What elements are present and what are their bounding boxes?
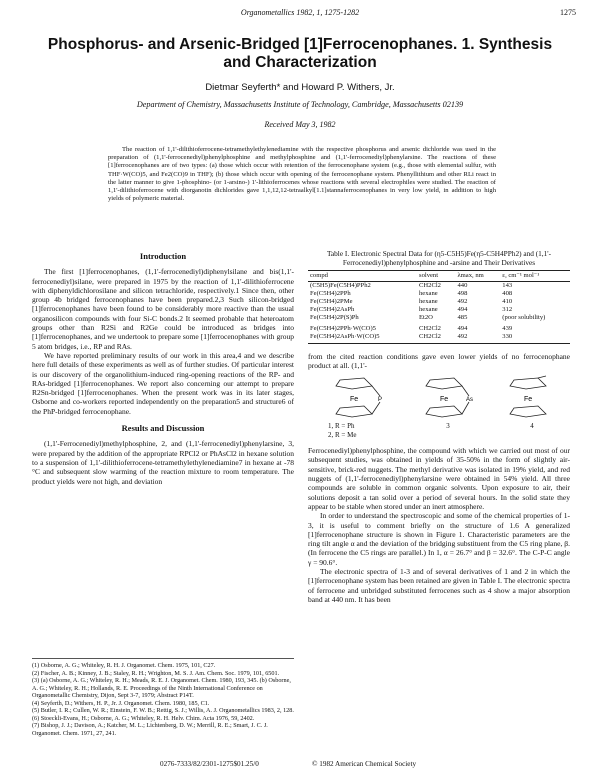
abstract: The reaction of 1,1'-dilithioferrocene-tetramethylethylenediamine with the respective phosphorus and arsenic dichloride was used in the preparation of (1,1'-ferrocenediyl)phenylphosphine and methylphosphine and (1,1'-ferrocenediyl)phenylarsine. The reactions of these [1]ferrocenophanes are of two types: (a) those which occur with retention of the ferrocenophane system (e.g., those with elemental sulfur, with THF·W(CO)5, and Fe2(CO)9 in THF); (b) those which occur with opening of the ferrocenophane system. Phenyllithium and other RLi react in the latter manner to give 1-phosphino- (or 1-arsino-) 1'-lithioferrocenes whose reactions with several electrophiles were studied. The reaction of 1,1'-dilithioferrocene with diorganotin dichlorides gave 1,1,12,12-tetraalkyl[1.1]stannaferrocenophanes in very low yield, in addition to high yields of polymeric material. [108, 146, 496, 203]
table-cell: 498 [457, 289, 468, 297]
svg-text:P: P [378, 397, 383, 404]
table-cell: Fe(C5H4)2AsPh [310, 305, 355, 313]
table-cell: hexane [419, 297, 438, 305]
article-code: 0276-7333/82/2301-1275$01.25/0 [160, 760, 259, 768]
table-cell: Et2O [419, 313, 433, 321]
table-cell: (poor solubility) [502, 313, 546, 321]
table-row [308, 306, 570, 314]
journal-citation: Organometallics 1982, 1, 1275-1282 [240, 8, 360, 17]
footnote: (3) (a) Osborne, A. G.; Whiteley, R. H.; Meads, R. E. J. Organomet. Chem. 1980, 193, 345. (b) Osborne, A. G.; Whiteley, R. H.; Hollands, R. E. Proceedings of the Ninth International Conference on Organometallic Chemistry, Dijon, Sept 3-7, 1979; Abstract P14T. [32, 677, 291, 699]
footnote: (5) Butler, I. R.; Cullen, W. R.; Einstein, F. W. B.; Rettig, S. J.; Willis, A. J. Organometallics 1983, 2, 128. [32, 707, 294, 714]
column-header: ε, cm⁻¹ mol⁻¹ [500, 270, 570, 281]
column-header: compd [308, 270, 417, 281]
footnote: (4) Seyferth, D.; Withers, H. P., Jr. J. Organomet. Chem. 1980, 185, C1. [32, 699, 210, 707]
footnote: (2) Fischer, A. B.; Kinney, J. B.; Staley, R. H.; Wrighton, M. S. J. Am. Chem. Soc. 1979, 101, 6501. [32, 669, 280, 677]
table-cell: CH2Cl2 [417, 333, 455, 344]
svg-text:As: As [466, 397, 474, 404]
footnotes [32, 658, 294, 737]
table-cell: 485 [457, 313, 468, 321]
article-title: Phosphorus- and Arsenic-Bridged [1]Ferrocenophanes. 1. Synthesis and Characterization [47, 36, 553, 71]
table-cell: 494 [457, 324, 468, 332]
footnote: (1) Osborne, A. G.; Whiteley, R. H. J. Organomet. Chem. 1975, 101, C27. [32, 662, 216, 669]
introduction-heading: Introduction [139, 251, 187, 261]
svg-text:Fe: Fe [524, 396, 533, 404]
structure-label: 3 [446, 422, 450, 431]
received-date: Received May 3, 1982 [264, 120, 336, 129]
paragraph: The electronic spectra of 1-3 and of several derivatives of 1 and 2 in which the [1]ferrocenophane system has been retained are given in Table I. The electronic spectra of ferrocene and unbridged substituted ferrocenes such as 4 show a major absorption band at 440 nm. It has been [308, 567, 570, 604]
table-cell: Fe(C5H4)2PMe [310, 297, 353, 305]
table-cell: 492 [457, 297, 468, 305]
authors: Dietmar Seyferth* and Howard P. Withers, Jr. [205, 82, 395, 93]
ferrocenophane-structure-1-2 [330, 374, 386, 420]
table-cell: Fe(C5H4)2PPh·W(CO)5 [310, 324, 376, 332]
structure-label: 1, R = Ph 2, R = Me [328, 422, 357, 439]
table-cell: 143 [502, 281, 513, 289]
table-cell: hexane [419, 305, 438, 313]
structure-label: 4 [530, 422, 534, 431]
table-cell: CH2Cl2 [419, 281, 441, 289]
svg-text:Fe: Fe [440, 396, 449, 404]
paragraph: We have reported preliminary results of our work in this area,4 and we describe here full details of these experiments as well as of further studies. Of particular interest is our discovery of the organolithium-induced ring-opening reactions of the RP- and RAs-bridged [1]ferrocenophanes. We report also concerning our attempt to prepare R2Sn-bridged [1]ferrocenophanes. When the present work was in its later stages, Osborne and co-workers reported independently on the preparation5 and structure6 of the PhP-bridged ferrocenophane. [32, 350, 294, 416]
ferrocene-structure-4 [504, 374, 560, 420]
table-cell: 312 [502, 305, 513, 313]
table-row [308, 333, 570, 344]
paragraph: Ferrocenediyl)phenylphosphine, the compound with which we carried out most of our subsequent studies, was obtained in yields of 35-50% in the form of slightly air-sensitive, brick-red nuggets. The methyl derivative was isolated in 19% yield, and red nuggets of (1,1'-ferrocenediyl)phenylarsine were obtained in 54% yield. All three compounds are soluble in common organic solvents. Upon exposure to air, their solutions deposit a tan solid over a period of several hours. In the solid state they appear to be stable when stored under an inert atmosphere. [308, 446, 570, 511]
footnote: (7) Bishop, J. J.; Davison, A.; Katcher, M. L.; Lichtenberg, D. W.; Merrill, R. E.; Smart, J. C. J. Organomet. Chem. 1971, 27, 241. [32, 722, 268, 737]
page-number: 1275 [560, 8, 576, 17]
column-header: solvent [417, 270, 455, 281]
results-heading: Results and Discussion [121, 423, 205, 434]
table-row [308, 314, 570, 322]
table-cell: Fe(C5H4)2PPh [310, 289, 351, 297]
table-cell: 410 [502, 297, 513, 305]
spectral-data-table [308, 270, 570, 344]
structure-figure [308, 374, 570, 442]
footnote: (6) Stoeckli-Evans, H.; Osborne, A. G.; Whiteley, R. H. Helv. Chim. Acta 1976, 59, 2402. [32, 714, 255, 722]
table-row [308, 322, 570, 333]
column-header: λmax, nm [455, 270, 500, 281]
paragraph: from the cited reaction conditions gave even lower yields of no ferrocenophane product at all. (1,1'- [308, 351, 570, 370]
table-cell: CH2Cl2 [419, 324, 441, 332]
table-cell: 494 [457, 305, 468, 313]
affiliation: Department of Chemistry, Massachusetts Institute of Technology, Cambridge, Massachusetts 02139 [136, 100, 464, 109]
right-column [308, 250, 570, 604]
table-cell: 440 [457, 281, 468, 289]
table-header-row [308, 270, 570, 281]
paragraph: In order to understand the spectroscopic and some of the chemical properties of 1-3, it is useful to comment briefly on the structure of 1.6 A generalized [1]ferrocenophane structure is shown in Figure 1. Characteristic parameters are the ring tilt angle α and the deviation of the bridging substituent from the C5 ring plane, β. (In ferrocene the C5 rings are parallel.) In 1, α = 26.7° and β = 32.6°. The C-P-C angle γ = 90.6°. [308, 511, 570, 567]
table-cell: 439 [502, 324, 513, 332]
table-cell: 408 [502, 289, 513, 297]
table-cell: hexane [419, 289, 438, 297]
left-column [32, 250, 294, 486]
svg-text:Fe: Fe [350, 396, 359, 404]
table-cell: (C5H5)Fe(C5H4)PPh2 [310, 281, 371, 289]
table-cell: Fe(C5H4)2AsPh·W(CO)5 [308, 333, 417, 344]
copyright: © 1982 American Chemical Society [312, 760, 417, 768]
table-cell: 492 [455, 333, 500, 344]
table-cell: Fe(C5H4)2P(S)Ph [310, 313, 359, 321]
ferrocenophane-structure-3 [420, 374, 476, 420]
table-cell: 330 [500, 333, 570, 344]
table-row [308, 281, 570, 290]
paragraph: The first [1]ferrocenophanes, (1,1'-ferrocenediyl)diphenylsilane and bis(1,1'-ferrocenediyl)silane, were prepared in 1975 by the reaction of 1,1'-dilithioferrocene with diphenyldichlorosilane and silicon tetrachloride, respectively.1 Since then, other group 4b bridged ferrocenophanes have been prepared.2,3 Such silicon-bridged [1]ferrocenophanes have been found to be considerably more reactive than the usual organosilicon compounds with four Si-C bonds.2 It seemed probable that heteroatom groups other than R2Si and R2Ge could be introduced as bridges into [1]ferrocenophanes, and we undertook to prepare some [1]ferrocenophanes with group 5 atom bridges, i.e., RP and RAs. [32, 267, 294, 351]
table-row [308, 290, 570, 298]
paragraph: (1,1'-Ferrocenediyl)methylphosphine, 2, and (1,1'-ferrocenediyl)phenylarsine, 3, were prepared by the addition of the appropriate RPCl2 or PhAsCl2 in hexane solution to a suspension of 1,1'-dilithioferrocene-tetramethylethylenediamine7 in hexane at -78 °C and subsequent slow warming of the reaction mixture to room temperature. The product yields were not high, and deviation [32, 439, 294, 486]
table-caption: Table I. Electronic Spectral Data for (η5-C5H5)Fe(η5-C5H4PPh2) and (1,1'-Ferrocenediyl)phenylphosphine and -arsine and Their Derivatives [326, 249, 552, 267]
table-row [308, 298, 570, 306]
